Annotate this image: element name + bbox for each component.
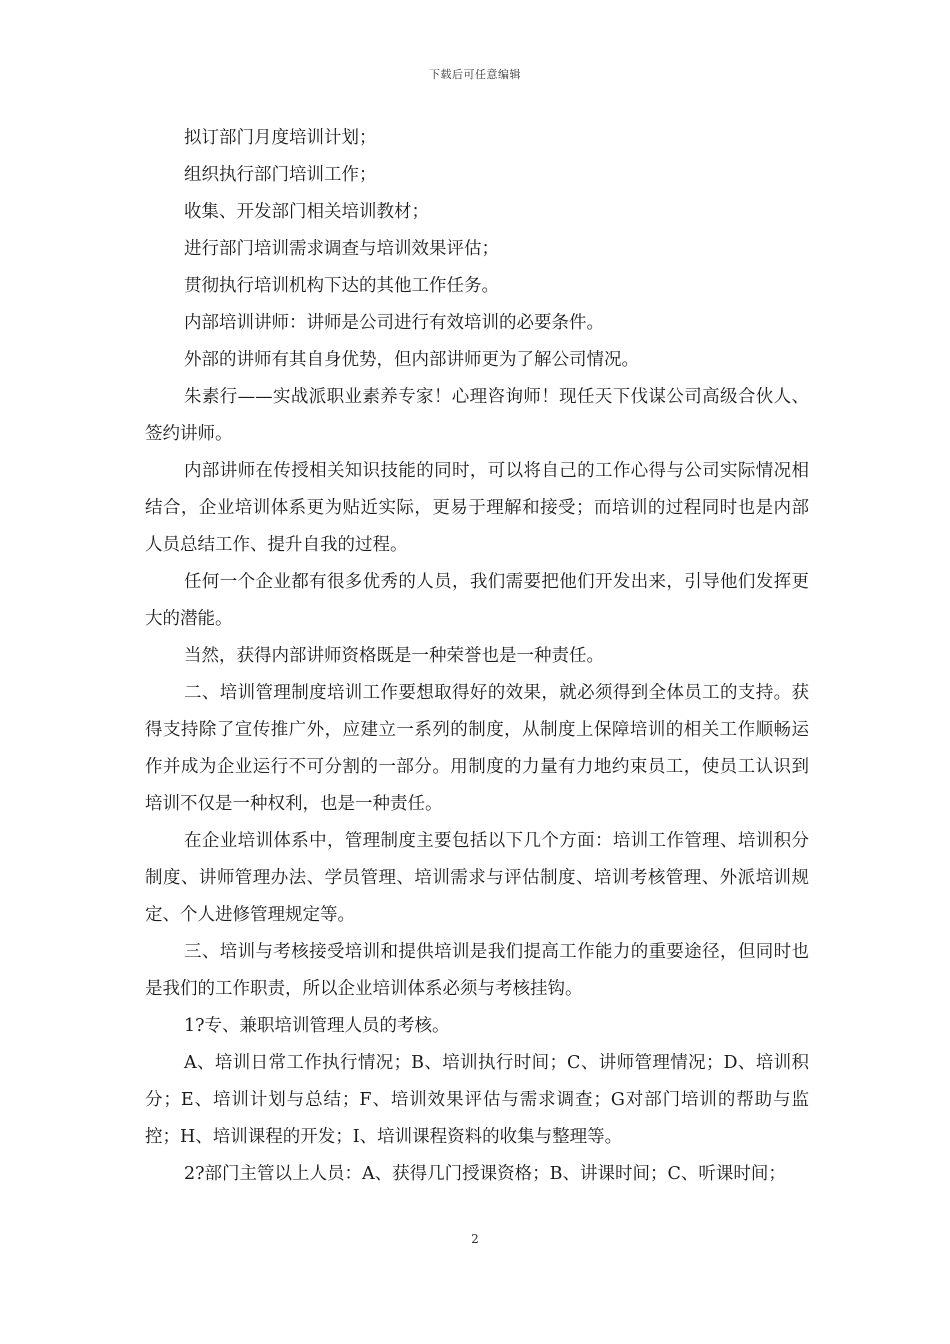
paragraph: 贯彻执行培训机构下达的其他工作任务。 (184, 276, 499, 296)
paragraph: 收集、开发部门相关培训教材； (184, 202, 429, 222)
paragraph: 外部的讲师有其自身优势，但内部讲师更为了解公司情况。 (184, 350, 639, 370)
paragraph: 在企业培训体系中，管理制度主要包括以下几个方面：培训工作管理、培训积分制度、讲师管理办法、学员管理、培训需求与评估制度、培训考核管理、外派培训规定、个人进修管理规定等。 (145, 831, 809, 925)
paragraph: 内部讲师在传授相关知识技能的同时，可以将自己的工作心得与公司实际情况相结合，企业培训体系更为贴近实际，更易于理解和接受；而培训的过程同时也是内部人员总结工作、提升自我的过程。 (145, 461, 809, 555)
paragraph: 2?部门主管以上人员：A、获得几门授课资格；B、讲课时间；C、听课时间； (184, 1164, 786, 1184)
paragraph: 进行部门培训需求调查与培训效果评估； (184, 239, 499, 259)
paragraph: 1?专、兼职培训管理人员的考核。 (184, 1016, 450, 1036)
paragraph: 三、培训与考核接受培训和提供培训是我们提高工作能力的重要途径，但同时也是我们的工作职责，所以企业培训体系必须与考核挂钩。 (145, 942, 809, 999)
paragraph: 当然，获得内部讲师资格既是一种荣誉也是一种责任。 (184, 646, 604, 666)
page-number: 2 (471, 1232, 479, 1246)
paragraph: A、培训日常工作执行情况；B、培训执行时间；C、讲师管理情况；D、培训积分；E、培训计划与总结；F、培训效果评估与需求调查；G对部门培训的帮助与监控；H、培训课程的开发；I、培训课程资料的收集与整理等。 (145, 1053, 809, 1147)
paragraph: 拟订部门月度培训计划； (184, 128, 377, 148)
paragraph: 朱素行——实战派职业素养专家！心理咨询师！现任天下伐谋公司高级合伙人、签约讲师。 (145, 387, 809, 444)
document-body (145, 120, 809, 1193)
paragraph: 内部培训讲师：讲师是公司进行有效培训的必要条件。 (184, 313, 604, 333)
paragraph: 组织执行部门培训工作； (184, 165, 377, 185)
paragraph: 任何一个企业都有很多优秀的人员，我们需要把他们开发出来，引导他们发挥更大的潜能。 (145, 572, 809, 629)
page-header: 下载后可任意编辑 (429, 68, 521, 81)
paragraph: 二、培训管理制度培训工作要想取得好的效果，就必须得到全体员工的支持。获得支持除了宣传推广外，应建立一系列的制度，从制度上保障培训的相关工作顺畅运作并成为企业运行不可分割的一部分。用制度的力量有力地约束员工，使员工认识到培训不仅是一种权利，也是一种责任。 (145, 683, 809, 814)
